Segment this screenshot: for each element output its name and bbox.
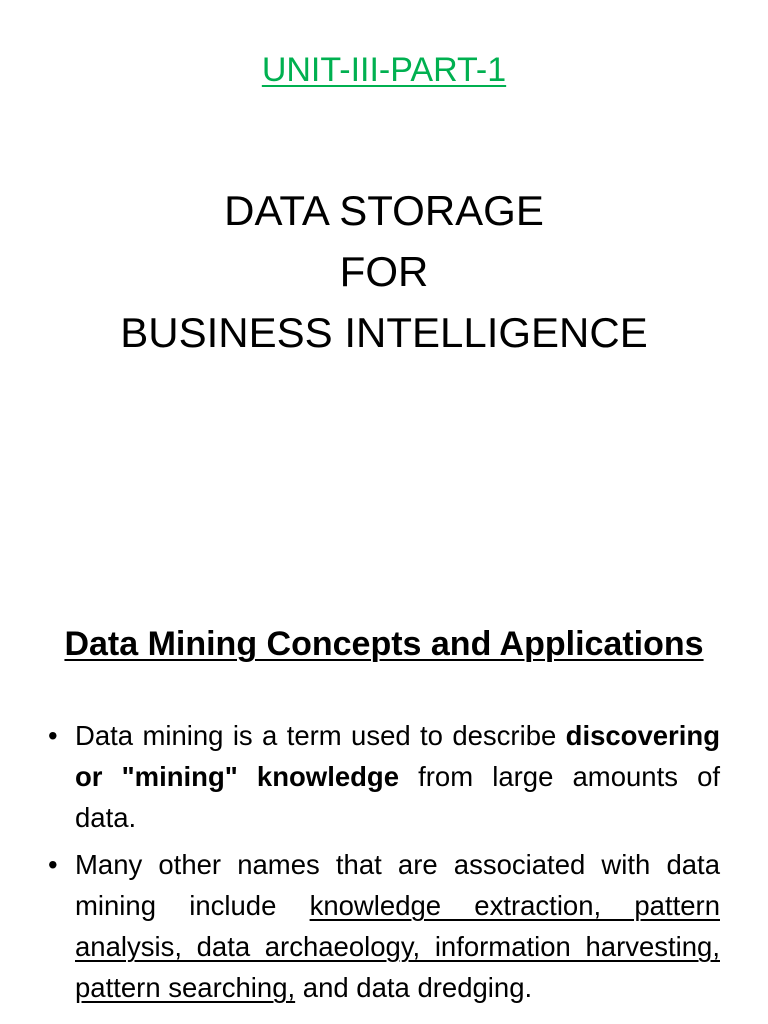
unit-heading: UNIT-III-PART-1 [261, 51, 507, 89]
bullet-list [48, 715, 720, 1014]
section-heading: Data Mining Concepts and Applications [64, 625, 704, 663]
main-title [0, 180, 768, 363]
bullet-dot-icon: • [48, 720, 58, 751]
bullet-1-text-after: from large amounts of data. [75, 761, 721, 833]
content-slide [0, 560, 768, 1024]
main-title-line-2: FOR [339, 248, 429, 295]
bullet-1-text-before: Data mining is a term used to describe [75, 720, 566, 751]
main-title-line-3: BUSINESS INTELLIGENCE [120, 309, 648, 356]
main-title-line-1: DATA STORAGE [224, 187, 544, 234]
bullet-2-text-after: and data dredging. [295, 972, 533, 1003]
bullet-1-bold-text: discovering or "mining" knowledge [75, 720, 720, 792]
bullet-dot-icon: • [48, 849, 58, 880]
bullet-2-underlined-text: knowledge extraction, pattern analysis, data archaeology, information harvesting, pattern searching, [75, 890, 720, 1003]
bullet-item-1 [48, 715, 720, 838]
bullet-2-text-before: Many other names that are associated with data mining include [75, 849, 720, 921]
bullet-item-2 [48, 844, 720, 1008]
